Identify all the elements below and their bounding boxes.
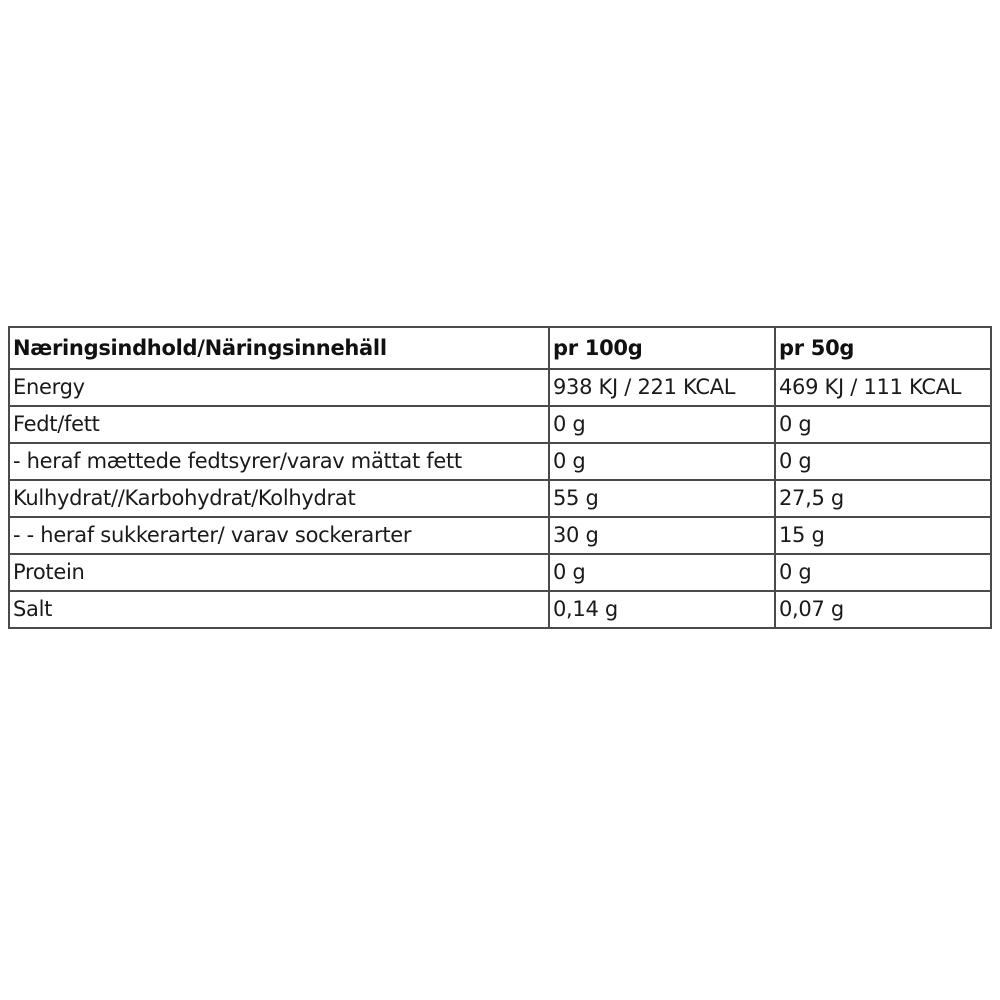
value-per-100g: 0 g <box>549 554 775 591</box>
value-per-50g: 0,07 g <box>775 591 991 628</box>
table-row <box>9 517 991 554</box>
nutrient-name: - - heraf sukkerarter/ varav sockerarter <box>9 517 549 554</box>
nutrition-table <box>8 326 992 629</box>
table-row <box>9 369 991 406</box>
nutrient-name: Fedt/fett <box>9 406 549 443</box>
nutrient-name: Salt <box>9 591 549 628</box>
header-row <box>9 327 991 369</box>
table-row <box>9 480 991 517</box>
value-per-50g: 15 g <box>775 517 991 554</box>
table-row <box>9 406 991 443</box>
header-nutrient: Næringsindhold/Näringsinnehäll <box>9 327 549 369</box>
nutrient-name: - heraf mættede fedtsyrer/varav mättat fett <box>9 443 549 480</box>
value-per-50g: 0 g <box>775 443 991 480</box>
value-per-50g: 27,5 g <box>775 480 991 517</box>
table-row <box>9 591 991 628</box>
value-per-100g: 55 g <box>549 480 775 517</box>
nutrient-name: Protein <box>9 554 549 591</box>
header-per-100g: pr 100g <box>549 327 775 369</box>
table-row <box>9 554 991 591</box>
nutrient-name: Kulhydrat//Karbohydrat/Kolhydrat <box>9 480 549 517</box>
value-per-50g: 0 g <box>775 554 991 591</box>
value-per-50g: 0 g <box>775 406 991 443</box>
value-per-100g: 30 g <box>549 517 775 554</box>
value-per-50g: 469 KJ / 111 KCAL <box>775 369 991 406</box>
table-row <box>9 443 991 480</box>
value-per-100g: 0,14 g <box>549 591 775 628</box>
value-per-100g: 0 g <box>549 443 775 480</box>
nutrient-name: Energy <box>9 369 549 406</box>
value-per-100g: 0 g <box>549 406 775 443</box>
value-per-100g: 938 KJ / 221 KCAL <box>549 369 775 406</box>
header-per-50g: pr 50g <box>775 327 991 369</box>
